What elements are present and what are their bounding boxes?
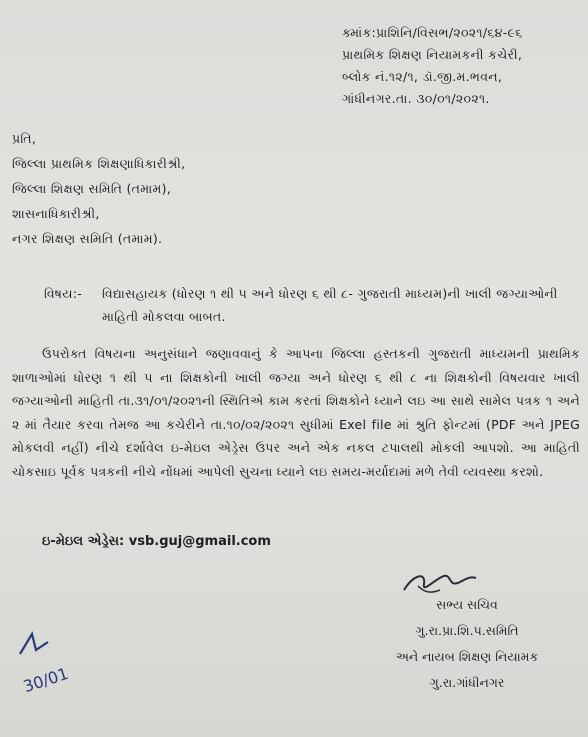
signatory-title: અને નાયબ શિક્ષણ નિયામક: [395, 649, 539, 664]
reference-block: [342, 22, 523, 110]
recipient-line: નગર શિક્ષણ સમિતિ (તમામ).: [12, 231, 163, 246]
recipient-line: જિલ્લા પ્રાથમિક શિક્ષણાધિકારીશ્રી,: [12, 156, 186, 171]
reference-number: ક્માંક:પ્રાશિનિ/વિસભ/૨૦૨૧/૬૪-૯૬: [342, 25, 523, 40]
email-label: ઇ-મેઇલ એડ્રેસ:: [42, 534, 125, 549]
prati-label: પ્રતિ,: [12, 131, 37, 146]
handwritten-date-note: [14, 628, 84, 698]
recipient-line: જિલ્લા શિક્ષણ સમિતિ (તમામ),: [12, 181, 172, 196]
signatory-place: ગુ.રા.ગાંધીનગર: [429, 675, 505, 690]
body-paragraph: ઉપરોક્ત વિષયના અનુસંધાને જણાવવાનું કે આપના જિલ્લા હસ્તકની ગુજરાતી માધ્યમની પ્રાથમિક શાળાઓમાં ધોરણ ૧ થી ૫ ના શિક્ષકોની ખાલી જગ્યા અને ધોરણ ૬ થી ૮ ના શિક્ષકોની વિષયવાર ખાલી જગ્યાઓની માહિતી તા.૩૧/૦૧/૨૦૨૧ની સ્થિતિએ કામ કરતાં શિક્ષકોને ધ્યાને લઇ આ સાથે સામેલ પત્રક ૧ અને ૨ માં તૈયાર કરવા તેમજ આ કચેરીને તા.૧૦/૦૨/૨૦૨૧ સુધીમાં Exel file માં શ્રુતિ ફોન્ટમાં (PDF અને JPEG મોકલવી નહીં) નીચે દર્શાવેલ ઇ-મેઇલ એડ્રેસ ઉપર અને એક નકલ ટપાલથી મોકલી આપશો. આ માહિતી ચોકસાઇ પૂર્વક પત્રકની નીચે નોંધમાં આપેલી સુચના ધ્યાને લઇ સમય-મર્યાદામાં મળે તેવી વ્યવસ્થા કરશો.: [12, 346, 580, 479]
email-line: [42, 532, 271, 552]
city-date: ગાંધીનગર.તા. ૩૦/૦૧/૨૦૨૧.: [342, 91, 490, 106]
letter-body: [12, 342, 580, 483]
signatory-designation: સભ્ય સચિવ: [436, 597, 498, 612]
signature-block: [372, 592, 562, 696]
subject-text: વિદ્યાસહાયક (ધોરણ ૧ થી ૫ અને ધોરણ ૬ થી ૮- ગુજરાતી માધ્યમ)ની ખાલી જગ્યાઓની માહિતી મોકલવા બાબત.: [102, 286, 558, 324]
handwritten-date: 30/01: [20, 663, 71, 697]
office-address: બ્લોક નં.૧૨/૧, ડૉ.જી.મ.ભવન,: [342, 69, 503, 84]
recipients-block: [12, 126, 185, 251]
subject-label: વિષય:-: [44, 286, 83, 301]
signatory-org: ગુ.રા.પ્રા.શિ.પ.સમિતિ: [415, 623, 519, 638]
office-name: પ્રાથમિક શિક્ષણ નિયામકની કચેરી,: [342, 47, 523, 62]
recipient-line: શાસનાધિકારીશ્રી,: [12, 206, 100, 221]
email-address[interactable]: vsb.guj@gmail.com: [128, 534, 271, 549]
